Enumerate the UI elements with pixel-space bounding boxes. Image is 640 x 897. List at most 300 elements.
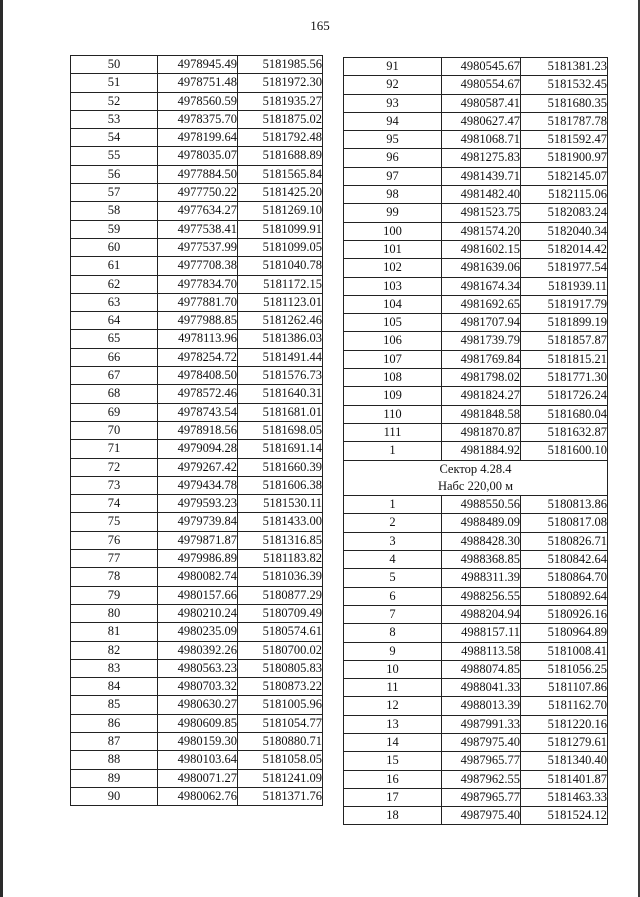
coordinate-x: 4978918.56 xyxy=(158,421,238,439)
table-row xyxy=(344,131,608,149)
coordinate-y: 5181425.20 xyxy=(238,184,323,202)
table-row xyxy=(71,513,323,531)
coordinate-x: 4977884.50 xyxy=(158,165,238,183)
coordinate-x: 4981739.79 xyxy=(442,332,521,350)
coordinate-x: 4981602.15 xyxy=(442,240,521,258)
point-number: 108 xyxy=(344,369,442,387)
coordinate-y: 5181899.19 xyxy=(521,314,608,332)
table-row xyxy=(71,367,323,385)
coordinate-x: 4988256.55 xyxy=(442,587,521,605)
coordinate-x: 4979871.87 xyxy=(158,531,238,549)
coordinate-x: 4977708.38 xyxy=(158,257,238,275)
coordinate-x: 4979593.23 xyxy=(158,495,238,513)
table-row xyxy=(344,240,608,258)
table-row xyxy=(71,165,323,183)
coordinate-x: 4977537.99 xyxy=(158,238,238,256)
coordinate-x: 4981275.83 xyxy=(442,149,521,167)
coordinate-x: 4978945.49 xyxy=(158,56,238,74)
coordinate-y: 5181900.97 xyxy=(521,149,608,167)
table-row xyxy=(71,184,323,202)
coordinate-x: 4981798.02 xyxy=(442,369,521,387)
point-number: 104 xyxy=(344,295,442,313)
point-number: 83 xyxy=(71,659,158,677)
coordinate-x: 4987975.40 xyxy=(442,807,521,825)
point-number: 94 xyxy=(344,112,442,130)
table-row xyxy=(71,659,323,677)
point-number: 6 xyxy=(344,587,442,605)
table-row xyxy=(344,514,608,532)
coordinate-x: 4987965.77 xyxy=(442,788,521,806)
coordinate-x: 4977538.41 xyxy=(158,220,238,238)
coordinate-x: 4988550.56 xyxy=(442,496,521,514)
coordinate-x: 4977750.22 xyxy=(158,184,238,202)
point-number: 76 xyxy=(71,531,158,549)
table-row xyxy=(71,293,323,311)
table-row xyxy=(71,586,323,604)
table-row xyxy=(344,551,608,569)
coordinate-x: 4988157.11 xyxy=(442,624,521,642)
table-row xyxy=(71,495,323,513)
coordinate-y: 5182040.34 xyxy=(521,222,608,240)
coordinate-x: 4981523.75 xyxy=(442,204,521,222)
point-number: 73 xyxy=(71,476,158,494)
coordinate-y: 5181917.79 xyxy=(521,295,608,313)
coordinate-y: 5181640.31 xyxy=(238,385,323,403)
coordinate-y: 5181056.25 xyxy=(521,660,608,678)
coordinate-x: 4978408.50 xyxy=(158,367,238,385)
coordinate-y: 5181875.02 xyxy=(238,110,323,128)
coordinate-x: 4981574.20 xyxy=(442,222,521,240)
coordinate-x: 4988204.94 xyxy=(442,605,521,623)
coordinate-y: 5181576.73 xyxy=(238,367,323,385)
point-number: 61 xyxy=(71,257,158,275)
coordinate-y: 5180864.70 xyxy=(521,569,608,587)
point-number: 64 xyxy=(71,312,158,330)
table-row xyxy=(344,624,608,642)
point-number: 1 xyxy=(344,496,442,514)
point-number: 4 xyxy=(344,551,442,569)
coordinate-x: 4979986.89 xyxy=(158,550,238,568)
table-row xyxy=(71,238,323,256)
coordinate-y: 5181660.39 xyxy=(238,458,323,476)
table-row xyxy=(71,92,323,110)
point-number: 14 xyxy=(344,733,442,751)
point-number: 60 xyxy=(71,238,158,256)
point-number: 86 xyxy=(71,714,158,732)
point-number: 71 xyxy=(71,440,158,458)
point-number: 7 xyxy=(344,605,442,623)
coordinate-y: 5181680.35 xyxy=(521,94,608,112)
coordinate-y: 5181935.27 xyxy=(238,92,323,110)
point-number: 53 xyxy=(71,110,158,128)
point-number: 2 xyxy=(344,514,442,532)
point-number: 13 xyxy=(344,715,442,733)
coordinate-y: 5181401.87 xyxy=(521,770,608,788)
table-row xyxy=(344,715,608,733)
coordinate-x: 4988074.85 xyxy=(442,660,521,678)
table-row xyxy=(71,440,323,458)
coordinate-y: 5180892.64 xyxy=(521,587,608,605)
coordinate-x: 4988428.30 xyxy=(442,532,521,550)
coordinate-x: 4980103.64 xyxy=(158,751,238,769)
table-row xyxy=(344,58,608,76)
table-row xyxy=(344,332,608,350)
coordinate-y: 5182145.07 xyxy=(521,167,608,185)
point-number: 1 xyxy=(344,442,442,460)
point-number: 67 xyxy=(71,367,158,385)
coordinate-x: 4980703.32 xyxy=(158,678,238,696)
point-number: 16 xyxy=(344,770,442,788)
coordinate-y: 5181036.39 xyxy=(238,568,323,586)
coordinate-y: 5180926.16 xyxy=(521,605,608,623)
coordinate-y: 5181386.03 xyxy=(238,330,323,348)
point-number: 5 xyxy=(344,569,442,587)
coordinate-x: 4981068.71 xyxy=(442,131,521,149)
coordinate-x: 4977834.70 xyxy=(158,275,238,293)
coordinate-x: 4988013.39 xyxy=(442,697,521,715)
coordinate-x: 4980157.66 xyxy=(158,586,238,604)
point-number: 72 xyxy=(71,458,158,476)
table-row xyxy=(344,369,608,387)
coordinate-x: 4980235.09 xyxy=(158,623,238,641)
coordinate-x: 4977634.27 xyxy=(158,202,238,220)
table-row xyxy=(71,421,323,439)
point-number: 9 xyxy=(344,642,442,660)
point-number: 97 xyxy=(344,167,442,185)
point-number: 102 xyxy=(344,259,442,277)
coordinate-y: 5180700.02 xyxy=(238,641,323,659)
coordinate-y: 5181008.41 xyxy=(521,642,608,660)
table-row xyxy=(344,752,608,770)
point-number: 79 xyxy=(71,586,158,604)
coordinate-y: 5181279.61 xyxy=(521,733,608,751)
coordinate-y: 5181600.10 xyxy=(521,442,608,460)
table-row xyxy=(344,642,608,660)
table-row xyxy=(344,112,608,130)
coordinate-x: 4978560.59 xyxy=(158,92,238,110)
point-number: 92 xyxy=(344,76,442,94)
coordinate-y: 5180574.61 xyxy=(238,623,323,641)
point-number: 3 xyxy=(344,532,442,550)
coordinate-y: 5181220.16 xyxy=(521,715,608,733)
point-number: 18 xyxy=(344,807,442,825)
table-row xyxy=(71,787,323,805)
coordinate-x: 4988113.58 xyxy=(442,642,521,660)
coordinate-x: 4980210.24 xyxy=(158,604,238,622)
point-number: 90 xyxy=(71,787,158,805)
coordinate-x: 4980609.85 xyxy=(158,714,238,732)
point-number: 96 xyxy=(344,149,442,167)
point-number: 54 xyxy=(71,129,158,147)
coordinate-x: 4980630.27 xyxy=(158,696,238,714)
point-number: 12 xyxy=(344,697,442,715)
coordinate-y: 5181606.38 xyxy=(238,476,323,494)
coordinate-x: 4988041.33 xyxy=(442,679,521,697)
point-number: 17 xyxy=(344,788,442,806)
point-number: 74 xyxy=(71,495,158,513)
coordinate-y: 5181726.24 xyxy=(521,387,608,405)
coordinate-y: 5181107.86 xyxy=(521,679,608,697)
coordinate-x: 4978254.72 xyxy=(158,348,238,366)
point-number: 55 xyxy=(71,147,158,165)
table-row xyxy=(344,442,608,460)
point-number: 70 xyxy=(71,421,158,439)
coordinate-y: 5181491.44 xyxy=(238,348,323,366)
point-number: 111 xyxy=(344,423,442,441)
coordinate-x: 4981692.65 xyxy=(442,295,521,313)
table-row xyxy=(71,257,323,275)
scan-edge-left xyxy=(0,0,3,897)
table-row xyxy=(344,314,608,332)
coordinate-x: 4981482.40 xyxy=(442,186,521,204)
table-row xyxy=(71,458,323,476)
coordinate-y: 5181681.01 xyxy=(238,403,323,421)
coordinate-y: 5181680.04 xyxy=(521,405,608,423)
table-row xyxy=(344,94,608,112)
table-row xyxy=(71,531,323,549)
coordinate-x: 4981639.06 xyxy=(442,259,521,277)
table-row xyxy=(71,220,323,238)
table-row xyxy=(71,330,323,348)
point-number: 107 xyxy=(344,350,442,368)
point-number: 98 xyxy=(344,186,442,204)
coordinate-y: 5181262.46 xyxy=(238,312,323,330)
sector-level: Набс 220,00 м xyxy=(437,478,514,493)
coordinate-x: 4980587.41 xyxy=(442,94,521,112)
coordinate-x: 4980392.26 xyxy=(158,641,238,659)
coordinate-y: 5181040.78 xyxy=(238,257,323,275)
point-number: 84 xyxy=(71,678,158,696)
coordinate-y: 5181857.87 xyxy=(521,332,608,350)
coordinate-y: 5180813.86 xyxy=(521,496,608,514)
table-row xyxy=(71,74,323,92)
point-number: 81 xyxy=(71,623,158,641)
coordinate-x: 4981824.27 xyxy=(442,387,521,405)
coordinate-y: 5181792.48 xyxy=(238,129,323,147)
table-row xyxy=(71,604,323,622)
point-number: 77 xyxy=(71,550,158,568)
coordinate-y: 5181172.15 xyxy=(238,275,323,293)
coordinate-y: 5180709.49 xyxy=(238,604,323,622)
table-row xyxy=(344,605,608,623)
coordinate-y: 5181099.05 xyxy=(238,238,323,256)
table-row xyxy=(344,532,608,550)
table-row xyxy=(71,623,323,641)
point-number: 100 xyxy=(344,222,442,240)
coordinate-y: 5181162.70 xyxy=(521,697,608,715)
table-row xyxy=(344,167,608,185)
coordinate-y: 5180873.22 xyxy=(238,678,323,696)
coordinate-x: 4979739.84 xyxy=(158,513,238,531)
point-number: 56 xyxy=(71,165,158,183)
coordinate-y: 5182083.24 xyxy=(521,204,608,222)
point-number: 91 xyxy=(344,58,442,76)
table-row xyxy=(344,387,608,405)
coordinate-x: 4987975.40 xyxy=(442,733,521,751)
coordinate-y: 5180817.08 xyxy=(521,514,608,532)
coordinate-x: 4981674.34 xyxy=(442,277,521,295)
coordinate-y: 5181058.05 xyxy=(238,751,323,769)
point-number: 8 xyxy=(344,624,442,642)
sector-header-row xyxy=(344,460,608,496)
coordinate-x: 4980627.47 xyxy=(442,112,521,130)
coordinate-y: 5181787.78 xyxy=(521,112,608,130)
coordinate-y: 5181241.09 xyxy=(238,769,323,787)
coordinate-x: 4988368.85 xyxy=(442,551,521,569)
coordinate-x: 4980082.74 xyxy=(158,568,238,586)
point-number: 110 xyxy=(344,405,442,423)
coordinate-y: 5181123.01 xyxy=(238,293,323,311)
table-row xyxy=(344,733,608,751)
point-number: 58 xyxy=(71,202,158,220)
point-number: 69 xyxy=(71,403,158,421)
coordinate-x: 4988489.09 xyxy=(442,514,521,532)
table-row xyxy=(344,587,608,605)
point-number: 87 xyxy=(71,732,158,750)
coordinate-x: 4979267.42 xyxy=(158,458,238,476)
table-row xyxy=(344,186,608,204)
coordinate-x: 4981769.84 xyxy=(442,350,521,368)
point-number: 88 xyxy=(71,751,158,769)
table-row xyxy=(344,259,608,277)
coordinate-x: 4980071.27 xyxy=(158,769,238,787)
coordinate-y: 5181632.87 xyxy=(521,423,608,441)
table-row xyxy=(71,769,323,787)
coordinate-y: 5181939.11 xyxy=(521,277,608,295)
coordinate-y: 5181815.21 xyxy=(521,350,608,368)
coordinate-x: 4981848.58 xyxy=(442,405,521,423)
table-row xyxy=(71,751,323,769)
table-row xyxy=(344,295,608,313)
table-row xyxy=(344,423,608,441)
table-row xyxy=(344,496,608,514)
point-number: 101 xyxy=(344,240,442,258)
table-row xyxy=(344,660,608,678)
coordinates-table-right xyxy=(343,57,608,825)
point-number: 109 xyxy=(344,387,442,405)
point-number: 103 xyxy=(344,277,442,295)
point-number: 65 xyxy=(71,330,158,348)
coordinate-x: 4980062.76 xyxy=(158,787,238,805)
point-number: 68 xyxy=(71,385,158,403)
table-row xyxy=(344,222,608,240)
point-number: 95 xyxy=(344,131,442,149)
table-row xyxy=(71,568,323,586)
table-row xyxy=(71,678,323,696)
coordinate-x: 4978199.64 xyxy=(158,129,238,147)
coordinate-y: 5181269.10 xyxy=(238,202,323,220)
coordinate-x: 4978113.96 xyxy=(158,330,238,348)
point-number: 85 xyxy=(71,696,158,714)
coordinate-y: 5181099.91 xyxy=(238,220,323,238)
sector-name: Сектор 4.28.4 xyxy=(439,461,512,476)
point-number: 57 xyxy=(71,184,158,202)
coordinate-y: 5181433.00 xyxy=(238,513,323,531)
coordinate-x: 4977988.85 xyxy=(158,312,238,330)
point-number: 52 xyxy=(71,92,158,110)
table-row xyxy=(71,348,323,366)
table-row xyxy=(344,807,608,825)
coordinate-x: 4978035.07 xyxy=(158,147,238,165)
point-number: 105 xyxy=(344,314,442,332)
point-number: 66 xyxy=(71,348,158,366)
coordinate-x: 4978743.54 xyxy=(158,403,238,421)
coordinate-y: 5181371.76 xyxy=(238,787,323,805)
coordinate-x: 4981870.87 xyxy=(442,423,521,441)
table-row xyxy=(71,550,323,568)
coordinate-y: 5180877.29 xyxy=(238,586,323,604)
coordinate-y: 5181316.85 xyxy=(238,531,323,549)
coordinate-y: 5180805.83 xyxy=(238,659,323,677)
table-row xyxy=(71,696,323,714)
point-number: 11 xyxy=(344,679,442,697)
point-number: 63 xyxy=(71,293,158,311)
coordinate-x: 4981707.94 xyxy=(442,314,521,332)
coordinate-x: 4978572.46 xyxy=(158,385,238,403)
table-row xyxy=(71,641,323,659)
table-row xyxy=(71,714,323,732)
coordinate-y: 5181698.05 xyxy=(238,421,323,439)
coordinate-y: 5181340.40 xyxy=(521,752,608,770)
coordinate-y: 5181183.82 xyxy=(238,550,323,568)
coordinate-y: 5181565.84 xyxy=(238,165,323,183)
table-row xyxy=(71,403,323,421)
coordinate-x: 4979434.78 xyxy=(158,476,238,494)
coordinate-y: 5180842.64 xyxy=(521,551,608,569)
point-number: 51 xyxy=(71,74,158,92)
sector-header xyxy=(344,460,608,496)
coordinate-x: 4978375.70 xyxy=(158,110,238,128)
coordinate-x: 4987965.77 xyxy=(442,752,521,770)
table-row xyxy=(71,129,323,147)
coordinate-y: 5181524.12 xyxy=(521,807,608,825)
coordinate-y: 5181532.45 xyxy=(521,76,608,94)
table-row xyxy=(71,385,323,403)
coordinate-y: 5181691.14 xyxy=(238,440,323,458)
point-number: 80 xyxy=(71,604,158,622)
table-row xyxy=(344,569,608,587)
coordinate-y: 5181463.33 xyxy=(521,788,608,806)
table-row xyxy=(344,788,608,806)
point-number: 75 xyxy=(71,513,158,531)
table-row xyxy=(71,110,323,128)
table-row xyxy=(344,277,608,295)
coordinate-x: 4987991.33 xyxy=(442,715,521,733)
table-row xyxy=(71,476,323,494)
page-number: 165 xyxy=(310,18,330,33)
coordinate-y: 5181977.54 xyxy=(521,259,608,277)
coordinate-x: 4979094.28 xyxy=(158,440,238,458)
point-number: 10 xyxy=(344,660,442,678)
coordinate-x: 4987962.55 xyxy=(442,770,521,788)
point-number: 99 xyxy=(344,204,442,222)
table-row xyxy=(344,204,608,222)
table-row xyxy=(344,350,608,368)
coordinate-y: 5181688.89 xyxy=(238,147,323,165)
coordinate-x: 4980554.67 xyxy=(442,76,521,94)
point-number: 59 xyxy=(71,220,158,238)
coordinate-x: 4977881.70 xyxy=(158,293,238,311)
point-number: 78 xyxy=(71,568,158,586)
coordinate-x: 4980545.67 xyxy=(442,58,521,76)
table-row xyxy=(71,147,323,165)
coordinate-y: 5181054.77 xyxy=(238,714,323,732)
coordinate-y: 5181530.11 xyxy=(238,495,323,513)
coordinate-y: 5181985.56 xyxy=(238,56,323,74)
coordinate-x: 4980563.23 xyxy=(158,659,238,677)
table-row xyxy=(344,697,608,715)
coordinate-y: 5180880.71 xyxy=(238,732,323,750)
